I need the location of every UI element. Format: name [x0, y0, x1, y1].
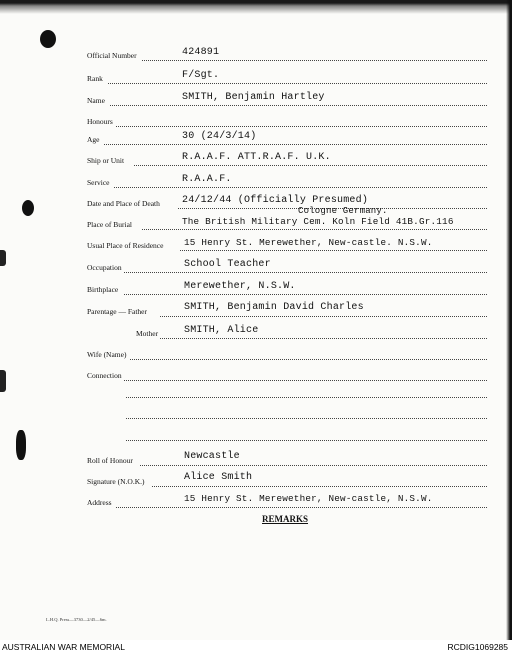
field-place-of-burial: [0, 215, 512, 233]
label-usual-residence: Usual Place of Residence: [87, 241, 164, 250]
rule-line: [130, 359, 487, 360]
field-signature-nok: [0, 472, 512, 490]
field-occupation: [0, 259, 512, 277]
value-father: SMITH, Benjamin David Charles: [184, 302, 364, 313]
archive-footer: [0, 640, 512, 654]
rule-line: [126, 418, 487, 419]
label-honours: Honours: [87, 117, 113, 126]
field-mother: [0, 325, 512, 343]
field-official-number: [0, 47, 512, 65]
label-address: Address: [87, 498, 112, 507]
rule-line: [152, 486, 487, 487]
rule-line: [104, 144, 487, 145]
remarks-heading: REMARKS: [262, 514, 309, 524]
field-rank: [0, 70, 512, 88]
rule-line: [108, 83, 487, 84]
label-mother: Mother: [136, 329, 159, 338]
value-place-of-death: Cologne Germany.: [298, 206, 388, 216]
value-rank: F/Sgt.: [182, 70, 220, 81]
field-age: [0, 131, 512, 149]
label-signature-nok: Signature (N.O.K.): [87, 477, 145, 486]
field-address: [0, 493, 512, 511]
rule-line: [124, 294, 487, 295]
rule-line: [180, 250, 487, 251]
punch-hole-top: [40, 30, 56, 48]
rule-line: [114, 187, 487, 188]
rule-line: [160, 338, 487, 339]
field-ship-or-unit: [0, 152, 512, 170]
label-rank: Rank: [87, 74, 103, 83]
value-roll-of-honour: Newcastle: [184, 451, 240, 462]
value-birthplace: Merewether, N.S.W.: [184, 281, 296, 292]
value-service: R.A.A.F.: [182, 174, 232, 185]
rule-line: [126, 397, 487, 398]
rule-line: [116, 507, 487, 508]
label-occupation: Occupation: [87, 263, 122, 272]
rule-line: [160, 316, 487, 317]
field-usual-residence: [0, 237, 512, 255]
label-roll-of-honour: Roll of Honour: [87, 456, 133, 465]
field-wife: [0, 346, 512, 364]
field-date-place-of-death: [0, 195, 512, 217]
value-place-of-burial: The British Military Cem. Koln Field 41B.Gr.116: [182, 216, 454, 227]
value-signature-nok: Alice Smith: [184, 472, 253, 483]
value-date-of-death: 24/12/44 (Officially Presumed): [182, 195, 369, 206]
rule-line: [134, 165, 487, 166]
label-connection: Connection: [87, 371, 122, 380]
label-service: Service: [87, 178, 110, 187]
field-honours: [0, 113, 512, 131]
footer-record-id: RCDIG1069285: [447, 642, 508, 652]
rule-line: [126, 440, 487, 441]
value-official-number: 424891: [182, 47, 220, 58]
scan-edge-top: [0, 0, 512, 14]
label-official-number: Official Number: [87, 51, 137, 60]
field-birthplace: [0, 281, 512, 299]
label-name: Name: [87, 96, 105, 105]
label-place-of-burial: Place of Burial: [87, 220, 132, 229]
label-father: Parentage — Father: [87, 307, 147, 316]
value-name: SMITH, Benjamin Hartley: [182, 92, 325, 103]
rule-line: [124, 380, 487, 381]
value-ship-or-unit: R.A.A.F. ATT.R.A.F. U.K.: [182, 152, 331, 163]
label-wife: Wife (Name): [87, 350, 127, 359]
rule-line: [110, 105, 487, 106]
value-mother: SMITH, Alice: [184, 325, 259, 336]
rule-line: [140, 465, 487, 466]
field-connection: [0, 369, 512, 387]
field-name: [0, 92, 512, 110]
label-date-place-of-death: Date and Place of Death: [87, 199, 160, 208]
label-age: Age: [87, 135, 100, 144]
value-usual-residence: 15 Henry St. Merewether, New-castle. N.S.W.: [184, 237, 433, 248]
rule-line: [116, 126, 487, 127]
printer-imprint: L.H.Q. Press—3730—2/45—6m.: [46, 617, 107, 622]
value-address: 15 Henry St. Merewether, New-castle, N.S.W.: [184, 493, 433, 504]
value-age: 30 (24/3/14): [182, 131, 257, 142]
value-occupation: School Teacher: [184, 259, 271, 270]
field-service: [0, 174, 512, 192]
rule-line: [124, 272, 487, 273]
label-birthplace: Birthplace: [87, 285, 119, 294]
field-father: [0, 302, 512, 320]
field-roll-of-honour: [0, 451, 512, 469]
rule-line: [142, 60, 487, 61]
label-ship-or-unit: Ship or Unit: [87, 156, 125, 165]
rule-line: [142, 229, 487, 230]
footer-archive-name: AUSTRALIAN WAR MEMORIAL: [2, 642, 125, 652]
